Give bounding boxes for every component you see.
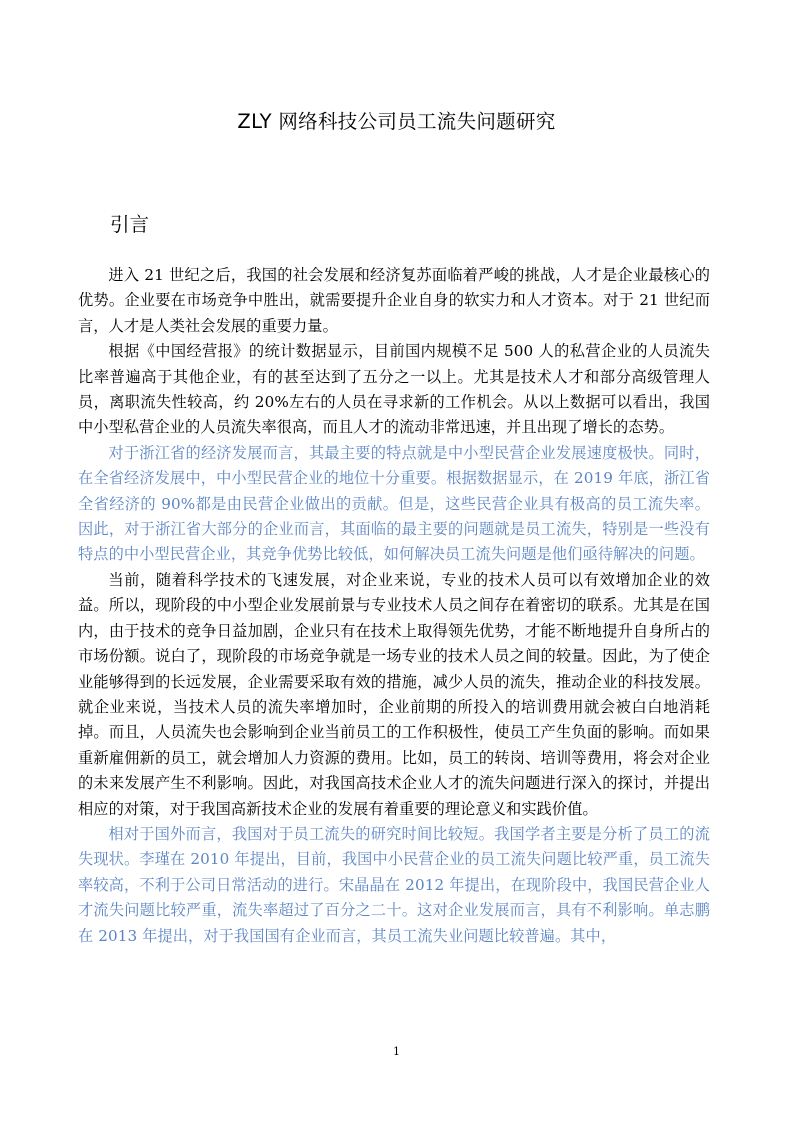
page-title: ZLY 网络科技公司员工流失问题研究 (237, 110, 556, 133)
paragraph-5: 相对于国外而言，我国对于员工流失的研究时间比较短。我国学者主要是分析了员工的流失现状。李瑾在 2010 年提出，目前，我国中小民营企业的员工流失问题比较严重，员工流失率较高，不利于公司日常活动的进行。宋晶晶在 2012 年提出，在现阶段中，我国民营企业人才流失问题比较严重，流失率超过了百分之二十。这对企业发展而言，具有不利影响。单志鹏在 2013 年提出，对于我国国有企业而言，其员工流失业问题比较普遍。其中， (78, 824, 710, 945)
paragraph-3: 对于浙江省的经济发展而言，其最主要的特点就是中小型民营企业发展速度极快。同时，在全省经济发展中，中小型民营企业的地位十分重要。根据数据显示，在 2019 年底，浙江省全省经济的 90%都是由民营企业做出的贡献。但是，这些民营企业具有极高的员工流失率。因此，对于浙江省大部分的企业而言，其面临的最主要的问题就是员工流失，特别是一些没有特点的中小型民营企业，其竞争优势比较低，如何解决员工流失问题是他们亟待解决的问题。 (78, 443, 710, 564)
body-text (78, 263, 710, 949)
paragraph-2: 根据《中国经营报》的统计数据显示，目前国内规模不足 500 人的私营企业的人员流失比率普遍高于其他企业，有的甚至达到了五分之一以上。尤其是技术人才和部分高级管理人员，离职流失性较高，约 20%左右的人员在寻求新的工作机会。从以上数据可以看出，我国中小型私营企业的人员流失率很高，而且人才的流动非常迅速，并且出现了增长的态势。 (78, 342, 710, 437)
paragraph-4: 当前，随着科学技术的飞速发展，对企业来说，专业的技术人员可以有效增加企业的效益。所以，现阶段的中小型企业发展前景与专业技术人员之间存在着密切的联系。尤其是在国内，由于技术的竞争日益加剧，企业只有在技术上取得领先优势，才能不断地提升自身所占的市场份额。说白了，现阶段的市场竞争就是一场专业的技术人员之间的较量。因此，为了使企业能够得到的长远发展，企业需要采取有效的措施，减少人员的流失，推动企业的科技发展。就企业来说，当技术人员的流失率增加时，企业前期的所投入的培训费用就会被白白地消耗掉。而且，人员流失也会影响到企业当前员工的工作积极性，使员工产生负面的影响。而如果重新雇佣新的员工，就会增加人力资源的费用。比如，员工的转岗、培训等费用，将会对企业的未来发展产生不利影响。因此，对我国高技术企业人才的流失问题进行深入的探讨，并提出相应的对策，对于我国高新技术企业的发展有着重要的理论意义和实践价值。 (78, 570, 710, 818)
paragraph-1: 进入 21 世纪之后，我国的社会发展和经济复苏面临着严峻的挑战，人才是企业最核心的优势。企业要在市场竞争中胜出，就需要提升企业自身的软实力和人才资本。对于 21 世纪而言，人才是人类社会发展的重要力量。 (78, 266, 710, 335)
section-heading-introduction: 引言 (110, 213, 150, 236)
page-number: 1 (393, 1045, 400, 1058)
